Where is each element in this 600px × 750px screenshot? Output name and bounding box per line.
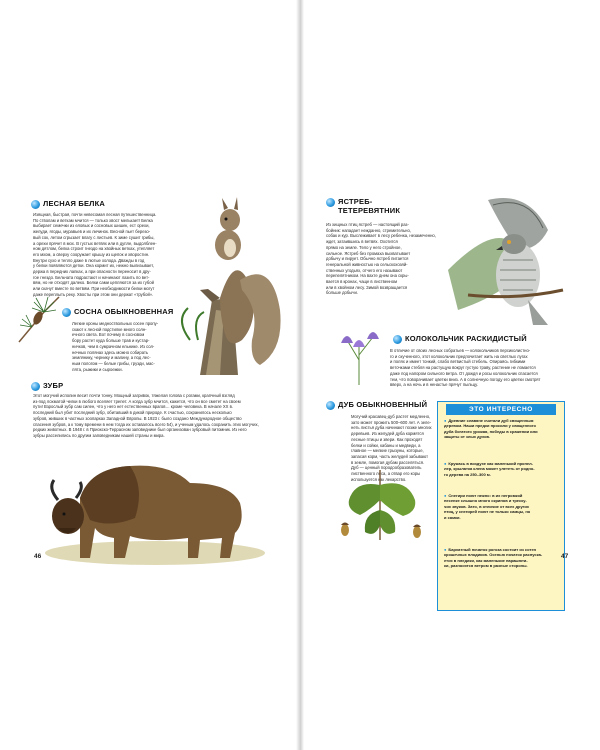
pine-heading (62, 307, 173, 317)
pine-title: СОСНА ОБЫКНОВЕННАЯ (74, 307, 174, 316)
oak-heading (326, 400, 427, 410)
interesting-facts-box (437, 401, 565, 611)
hawk-title: ЯСТРЕБ-ТЕТЕРЕВЯТНИК (338, 197, 401, 215)
fact-item: ● Кружась в воздухе как маленький пропел- лер, крылатка клена может улететь от родно- го дерева на 250–300 м. (444, 461, 560, 477)
pine-text: Легкие кроны медноствольных сосен пропу- скают к лесной подстилке много солн- ечного света. Вот почему в сосновом бору растет куда больше трав и кустар- ничков, чем в сумрачном ельнике. Из сол- нечных полянах здесь можно собирать землянику, чернику и малину, а под лес- ным пологом — белые грибы, грузди, мас- лята, рыжики и сыроежки. (72, 321, 159, 372)
bullet-icon (31, 200, 40, 209)
left-page-number: 46 (34, 553, 42, 560)
hawk-illustration (448, 190, 573, 330)
book-spine (296, 0, 304, 750)
bison-text: Этот могучий исполин весит почти тонну. Мощный загривок, тяжелая голова с рогами, крапчный взгляд из-под лохматой челки в любого вселяет трепет. А когда зубр мчится, кажется, что он все сметет на своем пути! Взрослый зубр сам силен, что у него нет естественных врагов… кроме человека. В начале XX в. последний был убит последний зубр, обитавший в дикой природе. К счастью, сохранилось несколько зубров, живших в частных зоопарках Западной Европы. В 1923 г. было создано Международное общество спасения зубров, а к тому времени в нем тогда их оставалось всего 54), и ученым удалось сохранить этих могучих, редких животных. В 1948 г. в Приокско-Террасном заповеднике был организован зубровый питомник. Из него зубры расселились по другим заповедникам нашей страны и мира. (33, 393, 259, 438)
hawk-heading (326, 197, 428, 215)
oak-illustration (335, 470, 430, 545)
fact-item: ● Снегири поют нежно: в их негромкой песенке слышно много скрипов и треску- чих звуков. Зато, в отличие от всех других птиц, у снегирей поют не только самцы, но и самки. (444, 493, 560, 520)
hawk-text: Из хищных птиц ястреб — настоящий раз- бойник: нападает нежданно, стремительно, собак и кур. Выслеживает в лесу ребенка, незамеченно, ждет, затаившись в ветвях. Охотится прямо на земле. Тело у него стройное, сильное. Ястреб без промаха выхватывает добычу и пирует. Обычно ястреб питается генеральной живностью на сельскохозяй- ственных угодьях, отчего его называют перепелятником. На вахте днем она скры- вается в кронах, чаще в лиственном или в хвойном лесу. Зимой возвращается больше добычи. (326, 222, 436, 296)
bullet-icon (326, 401, 335, 410)
bullet-icon (393, 335, 402, 344)
bellflower-text: В отличие от своих лесных собратьев — колокольчиков персиколистно- го и скученного, этот колокольчик предпочитает жить на светлых лугах и полях и имеет тонкий, слабо ветвистый стебель. Опираясь гибкими веточками стебля на растущую вокруг густую траву, растение не ломается даже под напором сильного ветра. От дождя и росы колокольчик спасается тем, что поворачивает цветки вниз. А в солнечную погоду его цветки смотрят вверх, а на ночь и в ненастье прячут пыльцу. (390, 348, 541, 388)
oak-title: ДУБ ОБЫКНОВЕННЫЙ (338, 400, 428, 409)
fact-item: ● Древние славяне считали дуб священным деревом. Наши предки просили у священного дуба богатого урожая, победы в сражении или защиты от злых духов. (444, 418, 560, 440)
squirrel-text: Изящная, быстрая, почти невесомая лесная путешественница. По стволам и веткам мчится — только хвост мелькает! Белка выбирает семечки из еловых и сосновых шишек, ест орехи, желуди, ягоды, муравьев и их личинок. Весной пьет березо- вый сок, летом сгрызает влагу с листьев. К зиме сушит грибы, а орехи прячет в мох. В густых ветвях или в дупле, выдолблен- ном дятлом, белка строит гнездо на хвойных ветках, утепляет его мхом, а сверху сооружает крышу из щепок и хворостин. Внутри сухо и тепло даже в лютые холода. Дважды в год у белки появляются детки. Она кормит их, нежно вылизывает, держа в передних лапках, а при опасности переносит в дру- гое гнездо. Бельчата подрастают и начинают лазить по вет- вям, но не отходят далеко. Белки сами цепляются за их губой или скачут вместе по ветвям. При необходимости белки могут даже переплыть реку. Хвосты при этом они держат «трубой». (33, 212, 157, 297)
bison-title: ЗУБР (43, 381, 64, 390)
fact-item: ● Бархатный початок рогоза состоит из сотен крошечных плодиков. Осенью початок распуска- ется в пледики, как маленькие парашюти- ки, разносятся ветром в разные стороны. (444, 547, 560, 569)
right-page-number: 47 (561, 553, 569, 560)
squirrel-heading (31, 199, 105, 209)
bison-illustration (40, 458, 265, 568)
bellflower-title: КОЛОКОЛЬЧИК РАСКИДИСТЫЙ (405, 334, 527, 343)
bellflower-heading (393, 334, 527, 344)
oak-text: Могучий красавец-дуб растет медленно, зато может прожить 500–600 лет. А зеле- неть листья дуба начинают позже многих деревьев. Из желудей дуба кормятся лесные птицы и звери. Как проходят белки и сойки, кабаны и медведи, а главное — мелкие грызуны, которые, запасая корм, часть желудей забывают в земле, помогая дубам расселяться. Дуб — ценный породообразователь лиственного леса, а отвар его коры используется как лекарство. (351, 414, 432, 482)
pine-branch-illustration (14, 292, 64, 347)
squirrel-illustration (180, 190, 290, 375)
bison-heading (31, 381, 63, 391)
bullet-icon (62, 308, 71, 317)
squirrel-title: ЛЕСНАЯ БЕЛКА (43, 199, 106, 208)
bullet-icon (326, 198, 335, 207)
interesting-facts-title: ЭТО ИНТЕРЕСНО (446, 404, 556, 415)
bellflower-illustration (337, 325, 382, 385)
bullet-icon (31, 382, 40, 391)
